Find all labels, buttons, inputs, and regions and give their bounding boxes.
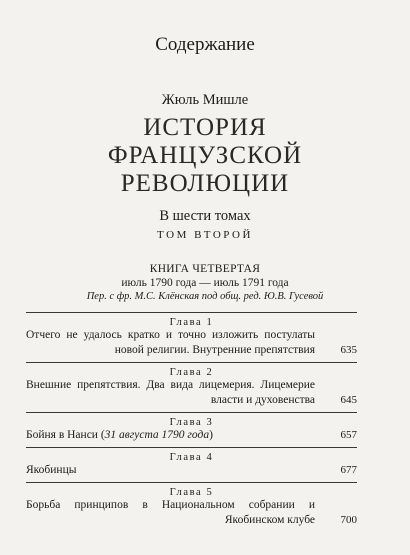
book-part-name: КНИГА ЧЕТВЕРТАЯ	[149, 263, 261, 275]
chapter-title	[26, 428, 315, 443]
author-name: Жюль Мишле	[161, 92, 249, 108]
toc-entry[interactable]	[0, 312, 410, 358]
divider	[26, 412, 357, 413]
page-number: 677	[340, 464, 357, 476]
chapter-label: Глава 4	[169, 452, 214, 463]
chapter-label: Глава 1	[169, 317, 214, 328]
book-title	[0, 114, 410, 198]
page-number: 700	[340, 514, 357, 526]
book-part-dates: июль 1790 года — июль 1791 года	[121, 277, 289, 289]
chapter-title-text: Бойня в Нанси (	[26, 429, 105, 441]
title-line-2: ФРАНЦУЗСКОЙ	[107, 142, 303, 169]
table-of-contents	[0, 312, 410, 532]
toc-entry[interactable]	[0, 362, 410, 408]
chapter-title: Отчего не удалось кратко и точно изложить постулаты новой религии. Внутренние препятствия	[26, 329, 315, 356]
toc-entry[interactable]	[0, 447, 410, 478]
volume-number: ТОМ ВТОРОЙ	[157, 229, 253, 241]
divider	[26, 362, 357, 363]
page-number: 657	[340, 429, 357, 441]
translator-credit: Пер. с фр. М.С. Клёнская под общ. ред. Ю.В. Гусевой	[86, 291, 324, 302]
chapter-title-date: 31 августа 1790 года	[104, 429, 210, 441]
divider	[26, 312, 357, 313]
chapter-title-end: )	[209, 429, 213, 441]
chapter-title: Борьба принципов в Национальном собрании и Якобинском клубе	[26, 499, 315, 526]
page-number: 635	[340, 344, 357, 356]
divider	[26, 482, 357, 483]
chapter-title: Внешние препятствия. Два вида лицемерия. Лицемерие власти и духовенства	[26, 379, 315, 406]
chapter-label: Глава 2	[169, 367, 214, 378]
title-line-1: ИСТОРИЯ	[143, 114, 267, 141]
contents-title: Содержание	[155, 34, 255, 55]
title-line-3: РЕВОЛЮЦИИ	[120, 170, 290, 197]
toc-entry[interactable]	[0, 482, 410, 528]
chapter-title: Якобинцы	[26, 464, 77, 476]
divider	[26, 447, 357, 448]
toc-entry[interactable]	[0, 412, 410, 443]
volumes-note: В шести томах	[159, 208, 251, 224]
chapter-label: Глава 3	[169, 417, 214, 428]
chapter-label: Глава 5	[169, 487, 214, 498]
page-number: 645	[340, 394, 357, 406]
